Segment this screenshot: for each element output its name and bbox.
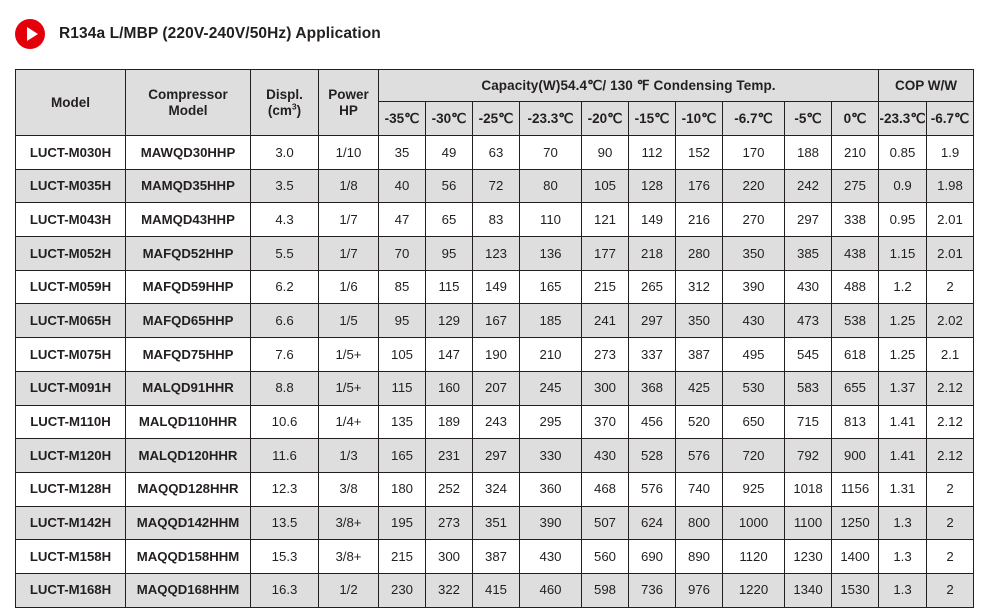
cell-capacity: 85 [379,270,426,304]
cell-cop: 1.98 [927,169,974,203]
cell-displacement: 3.5 [251,169,319,203]
cell-capacity: 560 [582,540,629,574]
cell-capacity: 1120 [723,540,785,574]
table-body [16,136,974,608]
cell-capacity: 72 [473,169,520,203]
cell-cop: 1.37 [879,371,927,405]
col-header-capacity-temp: -30℃ [426,102,473,136]
cell-cop: 2.02 [927,304,974,338]
cell-displacement: 3.0 [251,136,319,170]
specification-table [15,69,974,608]
power-line2: HP [339,102,358,118]
cell-capacity: 507 [582,506,629,540]
cell-compressor-model: MAQQD128HHR [126,472,251,506]
cell-capacity: 460 [520,573,582,607]
cell-capacity: 273 [582,338,629,372]
cell-compressor-model: MAQQD142HHM [126,506,251,540]
cell-power-hp: 1/5+ [319,371,379,405]
cell-capacity: 1340 [785,573,832,607]
cell-capacity: 188 [785,136,832,170]
col-header-capacity-temp: -15℃ [629,102,676,136]
cell-capacity: 528 [629,439,676,473]
cell-power-hp: 1/2 [319,573,379,607]
cell-capacity: 190 [473,338,520,372]
cell-model: LUCT-M035H [16,169,126,203]
cell-capacity: 115 [426,270,473,304]
cell-cop: 2.01 [927,203,974,237]
cell-power-hp: 1/5+ [319,338,379,372]
cell-capacity: 230 [379,573,426,607]
cell-capacity: 218 [629,237,676,271]
table-row [16,304,974,338]
cell-capacity: 80 [520,169,582,203]
col-header-capacity-temp: 0℃ [832,102,879,136]
cell-power-hp: 1/5 [319,304,379,338]
cell-displacement: 10.6 [251,405,319,439]
col-header-capacity-temp: -5℃ [785,102,832,136]
cell-capacity: 47 [379,203,426,237]
cell-capacity: 231 [426,439,473,473]
cell-capacity: 56 [426,169,473,203]
cell-cop: 1.3 [879,506,927,540]
cell-model: LUCT-M065H [16,304,126,338]
cell-capacity: 95 [426,237,473,271]
header-row-1 [16,70,974,102]
cell-capacity: 35 [379,136,426,170]
cell-capacity: 900 [832,439,879,473]
cell-compressor-model: MAWQD30HHP [126,136,251,170]
cell-capacity: 655 [832,371,879,405]
cell-capacity: 1220 [723,573,785,607]
cell-displacement: 6.6 [251,304,319,338]
col-header-displacement [251,70,319,136]
cell-capacity: 456 [629,405,676,439]
cell-compressor-model: MAQQD168HHM [126,573,251,607]
cell-displacement: 7.6 [251,338,319,372]
displacement-unit-suffix: ) [296,102,302,118]
cell-capacity: 740 [676,472,723,506]
cell-capacity: 110 [520,203,582,237]
cell-capacity: 650 [723,405,785,439]
cell-model: LUCT-M091H [16,371,126,405]
cell-capacity: 350 [723,237,785,271]
cell-model: LUCT-M168H [16,573,126,607]
cell-capacity: 430 [520,540,582,574]
cell-capacity: 430 [723,304,785,338]
table-row [16,573,974,607]
cell-cop: 1.41 [879,405,927,439]
cell-compressor-model: MAMQD35HHP [126,169,251,203]
cell-capacity: 295 [520,405,582,439]
cell-compressor-model: MAMQD43HHP [126,203,251,237]
table-head [16,70,974,136]
cell-model: LUCT-M120H [16,439,126,473]
cell-capacity: 390 [520,506,582,540]
col-header-cop-group: COP W/W [879,70,974,102]
cell-capacity: 49 [426,136,473,170]
cell-capacity: 736 [629,573,676,607]
cell-capacity: 1230 [785,540,832,574]
table-row [16,169,974,203]
cell-model: LUCT-M052H [16,237,126,271]
cell-capacity: 387 [473,540,520,574]
cell-capacity: 195 [379,506,426,540]
table-row [16,203,974,237]
cell-capacity: 425 [676,371,723,405]
col-header-capacity-temp: -10℃ [676,102,723,136]
cell-capacity: 624 [629,506,676,540]
cell-capacity: 495 [723,338,785,372]
cell-capacity: 1250 [832,506,879,540]
cell-capacity: 330 [520,439,582,473]
col-header-capacity-temp: -23.3℃ [520,102,582,136]
col-header-cop-temp: -23.3℃ [879,102,927,136]
cell-cop: 2 [927,472,974,506]
displacement-unit-prefix: (cm [267,102,292,118]
cell-capacity: 165 [520,270,582,304]
cell-capacity: 245 [520,371,582,405]
cell-capacity: 520 [676,405,723,439]
cell-capacity: 468 [582,472,629,506]
cell-displacement: 12.3 [251,472,319,506]
cell-capacity: 242 [785,169,832,203]
spec-table-container [15,69,973,608]
cell-capacity: 300 [582,371,629,405]
table-row [16,540,974,574]
cell-capacity: 925 [723,472,785,506]
cell-capacity: 390 [723,270,785,304]
cell-capacity: 129 [426,304,473,338]
cell-capacity: 220 [723,169,785,203]
cell-capacity: 438 [832,237,879,271]
cell-capacity: 215 [582,270,629,304]
table-row [16,506,974,540]
cell-capacity: 297 [473,439,520,473]
cell-capacity: 121 [582,203,629,237]
cell-displacement: 6.2 [251,270,319,304]
cell-capacity: 65 [426,203,473,237]
cell-capacity: 1530 [832,573,879,607]
cell-capacity: 337 [629,338,676,372]
cell-capacity: 618 [832,338,879,372]
cell-capacity: 123 [473,237,520,271]
cell-capacity: 1000 [723,506,785,540]
cell-capacity: 350 [676,304,723,338]
cell-capacity: 368 [629,371,676,405]
cell-capacity: 430 [582,439,629,473]
cell-capacity: 273 [426,506,473,540]
cell-model: LUCT-M075H [16,338,126,372]
cell-capacity: 351 [473,506,520,540]
cell-capacity: 90 [582,136,629,170]
cell-capacity: 207 [473,371,520,405]
cell-model: LUCT-M158H [16,540,126,574]
table-row [16,371,974,405]
cell-capacity: 430 [785,270,832,304]
cell-capacity: 149 [629,203,676,237]
col-header-power [319,70,379,136]
cell-capacity: 576 [676,439,723,473]
cell-compressor-model: MALQD91HHR [126,371,251,405]
cell-displacement: 8.8 [251,371,319,405]
table-row [16,439,974,473]
cell-capacity: 160 [426,371,473,405]
table-row [16,237,974,271]
table-row [16,270,974,304]
cell-power-hp: 1/10 [319,136,379,170]
cell-capacity: 545 [785,338,832,372]
cell-capacity: 322 [426,573,473,607]
cell-capacity: 95 [379,304,426,338]
cell-cop: 1.15 [879,237,927,271]
cell-model: LUCT-M142H [16,506,126,540]
cell-cop: 1.41 [879,439,927,473]
cell-model: LUCT-M030H [16,136,126,170]
displacement-unit-exponent: 3 [291,101,297,111]
compressor-model-line2: Model [168,102,208,118]
cell-model: LUCT-M043H [16,203,126,237]
cell-capacity: 252 [426,472,473,506]
cell-capacity: 165 [379,439,426,473]
cell-displacement: 13.5 [251,506,319,540]
cell-capacity: 176 [676,169,723,203]
cell-cop: 1.3 [879,540,927,574]
cell-capacity: 185 [520,304,582,338]
cell-capacity: 170 [723,136,785,170]
cell-displacement: 4.3 [251,203,319,237]
power-line1: Power [328,86,369,102]
page-header [15,18,381,50]
col-header-cop-temp: -6.7℃ [927,102,974,136]
cell-capacity: 583 [785,371,832,405]
cell-compressor-model: MAQQD158HHM [126,540,251,574]
col-header-compressor-model [126,70,251,136]
cell-capacity: 70 [379,237,426,271]
col-header-capacity-temp: -20℃ [582,102,629,136]
cell-capacity: 216 [676,203,723,237]
cell-capacity: 976 [676,573,723,607]
cell-capacity: 265 [629,270,676,304]
play-circle-icon [15,19,45,49]
cell-compressor-model: MAFQD65HHP [126,304,251,338]
cell-capacity: 800 [676,506,723,540]
cell-capacity: 177 [582,237,629,271]
cell-capacity: 270 [723,203,785,237]
cell-capacity: 576 [629,472,676,506]
cell-capacity: 488 [832,270,879,304]
cell-capacity: 40 [379,169,426,203]
cell-displacement: 16.3 [251,573,319,607]
compressor-model-line1: Compressor [148,86,228,102]
table-row [16,472,974,506]
cell-capacity: 115 [379,371,426,405]
cell-cop: 1.9 [927,136,974,170]
cell-capacity: 112 [629,136,676,170]
cell-cop: 2.12 [927,439,974,473]
cell-cop: 0.95 [879,203,927,237]
cell-capacity: 275 [832,169,879,203]
cell-power-hp: 1/8 [319,169,379,203]
cell-cop: 2.12 [927,371,974,405]
cell-capacity: 530 [723,371,785,405]
cell-capacity: 297 [785,203,832,237]
cell-compressor-model: MAFQD52HHP [126,237,251,271]
cell-cop: 2.1 [927,338,974,372]
displacement-line2 [251,103,318,119]
cell-capacity: 1018 [785,472,832,506]
cell-capacity: 1400 [832,540,879,574]
cell-displacement: 15.3 [251,540,319,574]
cell-capacity: 215 [379,540,426,574]
cell-capacity: 63 [473,136,520,170]
cell-capacity: 1156 [832,472,879,506]
cell-cop: 2.01 [927,237,974,271]
col-header-capacity-temp: -6.7℃ [723,102,785,136]
cell-capacity: 210 [832,136,879,170]
cell-cop: 2 [927,506,974,540]
cell-capacity: 338 [832,203,879,237]
cell-compressor-model: MALQD110HHR [126,405,251,439]
table-row [16,136,974,170]
cell-capacity: 180 [379,472,426,506]
cell-cop: 1.31 [879,472,927,506]
cell-capacity: 385 [785,237,832,271]
cell-power-hp: 1/7 [319,237,379,271]
cell-capacity: 128 [629,169,676,203]
cell-power-hp: 3/8+ [319,540,379,574]
cell-cop: 1.25 [879,304,927,338]
cell-capacity: 83 [473,203,520,237]
cell-capacity: 280 [676,237,723,271]
cell-cop: 1.2 [879,270,927,304]
cell-capacity: 598 [582,573,629,607]
cell-capacity: 720 [723,439,785,473]
cell-capacity: 473 [785,304,832,338]
cell-model: LUCT-M110H [16,405,126,439]
cell-model: LUCT-M128H [16,472,126,506]
cell-cop: 2 [927,540,974,574]
cell-capacity: 792 [785,439,832,473]
cell-capacity: 538 [832,304,879,338]
displacement-line1: Displ. [266,86,303,102]
cell-capacity: 210 [520,338,582,372]
cell-capacity: 360 [520,472,582,506]
cell-capacity: 813 [832,405,879,439]
cell-capacity: 105 [582,169,629,203]
cell-capacity: 147 [426,338,473,372]
cell-cop: 1.3 [879,573,927,607]
col-header-capacity-temp: -25℃ [473,102,520,136]
cell-capacity: 415 [473,573,520,607]
cell-capacity: 152 [676,136,723,170]
cell-compressor-model: MAFQD59HHP [126,270,251,304]
cell-capacity: 890 [676,540,723,574]
cell-capacity: 149 [473,270,520,304]
cell-capacity: 70 [520,136,582,170]
cell-capacity: 136 [520,237,582,271]
cell-compressor-model: MAFQD75HHP [126,338,251,372]
cell-capacity: 297 [629,304,676,338]
cell-cop: 0.85 [879,136,927,170]
cell-displacement: 11.6 [251,439,319,473]
cell-capacity: 324 [473,472,520,506]
cell-power-hp: 1/6 [319,270,379,304]
cell-capacity: 243 [473,405,520,439]
cell-capacity: 300 [426,540,473,574]
cell-capacity: 105 [379,338,426,372]
cell-power-hp: 1/3 [319,439,379,473]
cell-compressor-model: MALQD120HHR [126,439,251,473]
cell-displacement: 5.5 [251,237,319,271]
cell-capacity: 370 [582,405,629,439]
cell-model: LUCT-M059H [16,270,126,304]
cell-capacity: 1100 [785,506,832,540]
cell-cop: 2 [927,573,974,607]
play-triangle-icon [27,27,38,41]
cell-power-hp: 1/7 [319,203,379,237]
cell-cop: 2 [927,270,974,304]
page-title: R134a L/MBP (220V-240V/50Hz) Application [59,25,381,42]
cell-power-hp: 3/8 [319,472,379,506]
col-header-capacity-temp: -35℃ [379,102,426,136]
cell-cop: 1.25 [879,338,927,372]
cell-capacity: 690 [629,540,676,574]
cell-capacity: 189 [426,405,473,439]
cell-capacity: 241 [582,304,629,338]
cell-power-hp: 3/8+ [319,506,379,540]
cell-capacity: 387 [676,338,723,372]
cell-power-hp: 1/4+ [319,405,379,439]
cell-capacity: 167 [473,304,520,338]
cell-capacity: 715 [785,405,832,439]
col-header-model: Model [16,70,126,136]
cell-cop: 2.12 [927,405,974,439]
cell-capacity: 135 [379,405,426,439]
table-row [16,338,974,372]
col-header-capacity-group: Capacity(W)54.4℃/ 130 ℉ Condensing Temp. [379,70,879,102]
cell-capacity: 312 [676,270,723,304]
cell-cop: 0.9 [879,169,927,203]
table-row [16,405,974,439]
